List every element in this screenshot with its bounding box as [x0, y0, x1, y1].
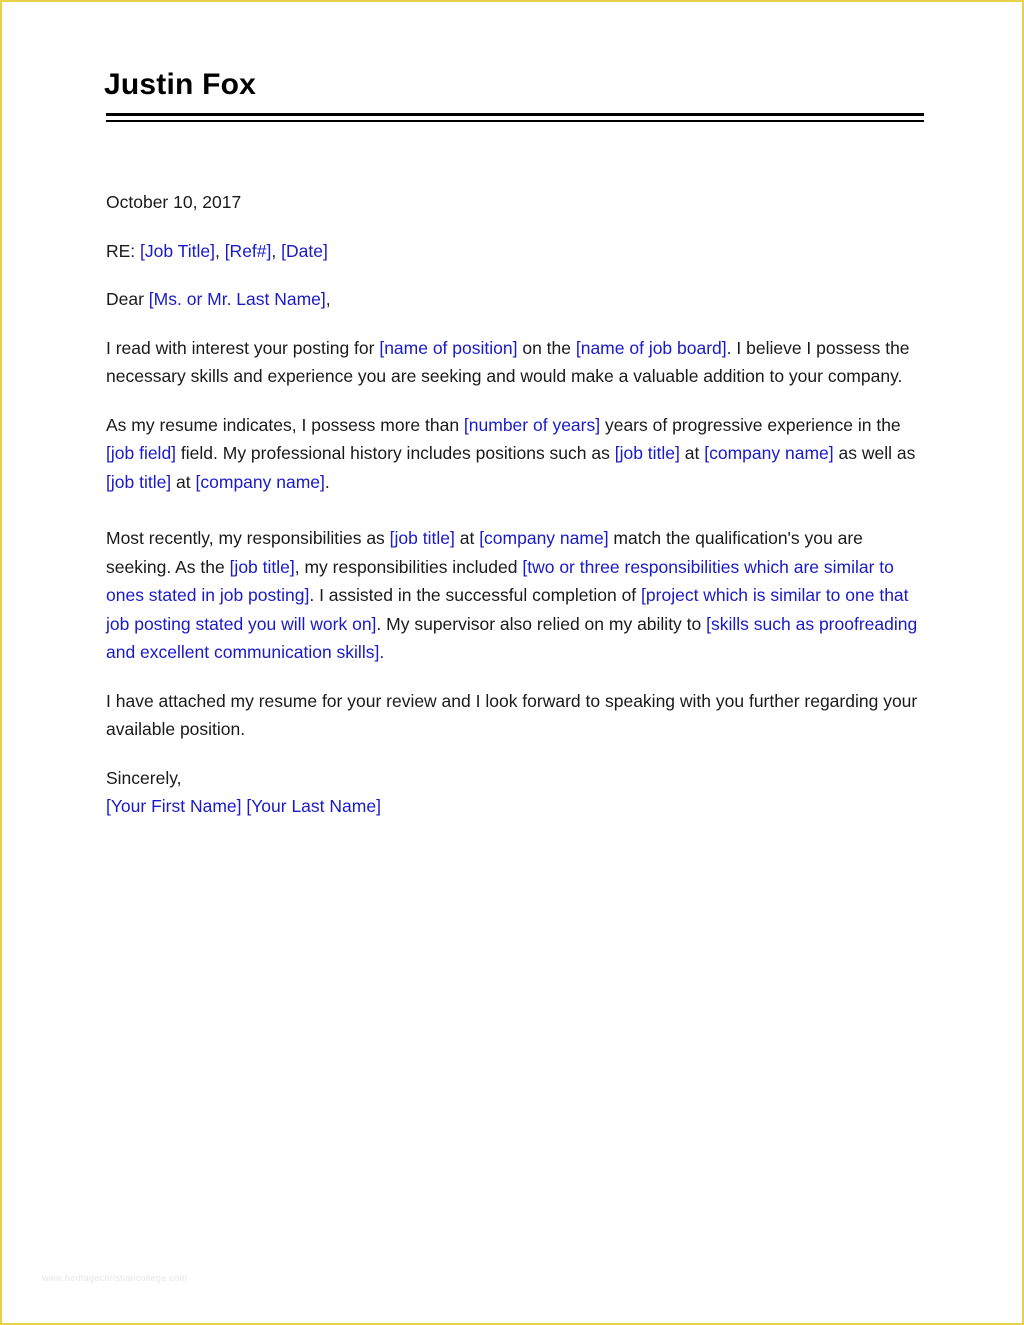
- placeholder: [job title]: [389, 528, 455, 548]
- placeholder: [job field]: [106, 443, 177, 463]
- text-run: at: [454, 528, 480, 548]
- salutation: [106, 285, 926, 314]
- text-run: at: [171, 471, 196, 492]
- paragraph-3: [106, 524, 926, 667]
- placeholder: [skills such as proofreading and excellent communication skills].: [106, 613, 918, 662]
- header-rule-thin: [106, 120, 924, 122]
- salutation-prefix: Dear: [106, 289, 149, 309]
- text-run: As my resume indicates, I possess more than: [106, 414, 464, 435]
- paragraph-2: [106, 411, 926, 497]
- placeholder-date: [Date]: [281, 240, 328, 261]
- placeholder: [two or three responsibilities which are similar to ones stated in job posting]: [106, 556, 894, 605]
- placeholder: [job title]: [106, 471, 172, 492]
- placeholder: [job title]: [229, 556, 295, 577]
- placeholder-job-title: [Job Title]: [140, 240, 215, 261]
- letter-body: [106, 188, 926, 821]
- placeholder: [company name]: [704, 443, 834, 463]
- placeholder-recipient-name: [Ms. or Mr. Last Name]: [148, 289, 326, 309]
- text-run: . I assisted in the successful completion of: [309, 585, 642, 605]
- salutation-suffix: ,: [325, 289, 331, 309]
- placeholder: [company name]: [479, 528, 609, 548]
- text-run: field. My professional history includes positions such as: [176, 443, 615, 463]
- re-prefix: RE:: [106, 240, 141, 261]
- text-run: at: [679, 443, 705, 463]
- text-run: on the: [517, 337, 576, 358]
- re-separator: ,: [271, 240, 282, 261]
- text-run: I read with interest your posting for: [106, 337, 380, 358]
- signature-placeholder: [Your First Name] [Your Last Name]: [106, 796, 381, 816]
- text-run: match the qualification's you are seeking. As the: [106, 528, 863, 577]
- paragraph-4: I have attached my resume for your review and I look forward to speaking with you further regarding your available position.: [106, 690, 918, 739]
- placeholder: [job title]: [614, 443, 680, 463]
- text-run: . My supervisor also relied on my ability to: [376, 613, 707, 634]
- placeholder: [company name]: [195, 471, 325, 492]
- placeholder-ref: [Ref#]: [224, 240, 272, 261]
- text-run: as well as: [833, 443, 916, 463]
- text-run: . I believe I possess the necessary skills and experience you are seeking and would make a valuable addition to your company.: [106, 337, 910, 386]
- text-run: Most recently, my responsibilities as: [106, 528, 390, 548]
- placeholder: [number of years]: [463, 414, 601, 435]
- closing: Sincerely,: [106, 767, 182, 788]
- placeholder: [project which is similar to one that job posting stated you will work on]: [106, 585, 909, 634]
- letter-date: October 10, 2017: [106, 192, 242, 212]
- text-run: , my responsibilities included: [294, 556, 523, 577]
- paragraph-1: [106, 334, 926, 391]
- placeholder: [name of position]: [379, 337, 518, 358]
- re-separator: ,: [214, 240, 225, 261]
- text-run: .: [324, 471, 330, 492]
- re-line: [106, 237, 926, 266]
- placeholder: [name of job board]: [575, 337, 727, 358]
- text-run: years of progressive experience in the: [600, 414, 901, 435]
- watermark: www.heritagechristiancollege.com: [42, 1273, 188, 1283]
- header-rule-thick: [106, 113, 924, 116]
- author-name: Justin Fox: [104, 68, 257, 101]
